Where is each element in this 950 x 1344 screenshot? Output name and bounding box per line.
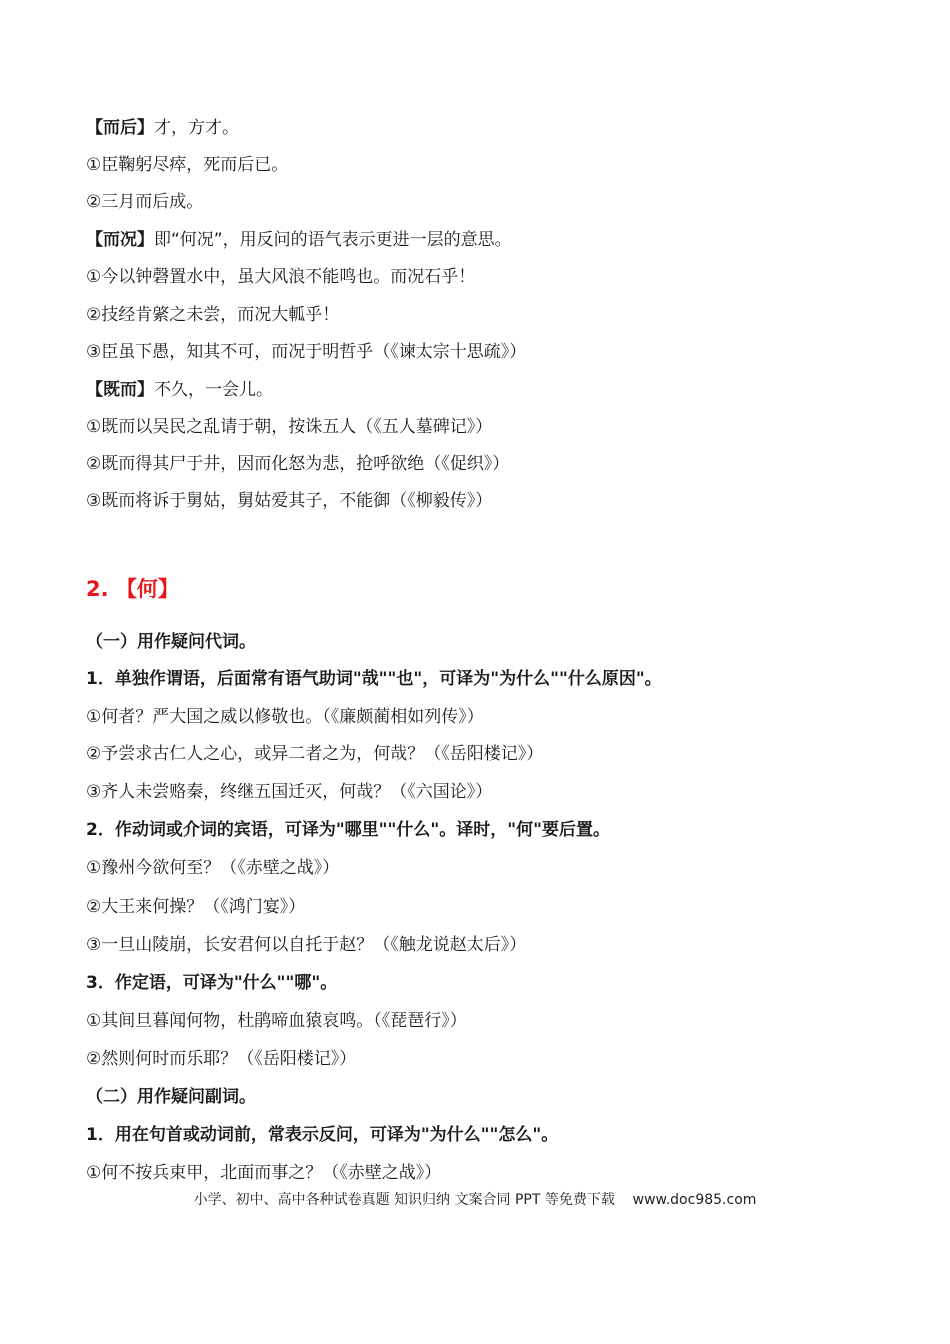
example-line: ①臣鞠躬尽瘁，死而后已。 <box>86 155 289 175</box>
term-line-erkuang <box>86 228 886 252</box>
example-line: ①何不按兵束甲，北面而事之？（《赤壁之战》） <box>86 1163 442 1183</box>
example-line: ②三月而后成。 <box>86 192 204 212</box>
footer-site: www.doc985.com <box>632 1192 757 1208</box>
example-line: ③一旦山陵崩，长安君何以自托于赵？（《触龙说赵太后》） <box>86 935 527 955</box>
example-line: ②技经肯綮之未尝，而况大軱乎！ <box>86 305 340 325</box>
example-line: ③既而将诉于舅姑，舅姑爱其子，不能御（《柳毅传》） <box>86 491 493 511</box>
term-definition: 即“何况”，用反问的语气表示更进一层的意思。 <box>154 230 512 250</box>
example-line: ①其间旦暮闻何物，杜鹃啼血猿哀鸣。（《琵琶行》） <box>86 1011 467 1031</box>
section-heading: 2. 【何】 <box>86 577 179 601</box>
example-line: ①何者？严大国之威以修敬也。（《廉颇蔺相如列传》） <box>86 707 484 727</box>
example-line: ③臣虽下愚，知其不可，而况于明哲乎（《谏太宗十思疏》） <box>86 342 527 362</box>
rule-line: 3．作定语，可译为"什么""哪"。 <box>86 973 338 993</box>
example-line: ②然则何时而乐耶？（《岳阳楼记》） <box>86 1049 357 1069</box>
term-label: 【既而】 <box>86 380 154 400</box>
rule-line: 1．单独作谓语，后面常有语气助词"哉""也"，可译为"为什么""什么原因"。 <box>86 669 662 689</box>
term-definition: 不久，一会儿。 <box>154 380 273 400</box>
rule-line: 1．用在句首或动词前，常表示反问，可译为"为什么""怎么"。 <box>86 1125 559 1145</box>
term-line-erhou <box>86 116 886 140</box>
subsection-title: （一）用作疑问代词。 <box>86 632 256 652</box>
footer-text: 小学、初中、高中各种试卷真题 知识归纳 文案合同 PPT 等免费下载 <box>193 1192 615 1208</box>
example-line: ②大王来何操？（《鸿门宴》） <box>86 897 306 917</box>
term-line-jier <box>86 378 886 402</box>
example-line: ①今以钟磬置水中，虽大风浪不能鸣也。而况石乎！ <box>86 267 476 287</box>
term-definition: 才，方才。 <box>154 118 239 138</box>
example-line: ①既而以吴民之乱请于朝，按诛五人（《五人墓碑记》） <box>86 417 493 437</box>
example-line: ③齐人未尝赂秦，终继五国迁灭，何哉？（《六国论》） <box>86 782 493 802</box>
term-label: 【而况】 <box>86 230 154 250</box>
example-line: ②予尝求古仁人之心，或异二者之为，何哉？（《岳阳楼记》） <box>86 744 544 764</box>
example-line: ①豫州今欲何至？（《赤壁之战》） <box>86 858 340 878</box>
rule-line: 2．作动词或介词的宾语，可译为"哪里""什么"。译时，"何"要后置。 <box>86 820 610 840</box>
example-line: ②既而得其尸于井，因而化怒为悲，抢呼欲绝（《促织》） <box>86 454 510 474</box>
page-footer <box>0 1190 950 1210</box>
term-label: 【而后】 <box>86 118 154 138</box>
subsection-title: （二）用作疑问副词。 <box>86 1087 256 1107</box>
